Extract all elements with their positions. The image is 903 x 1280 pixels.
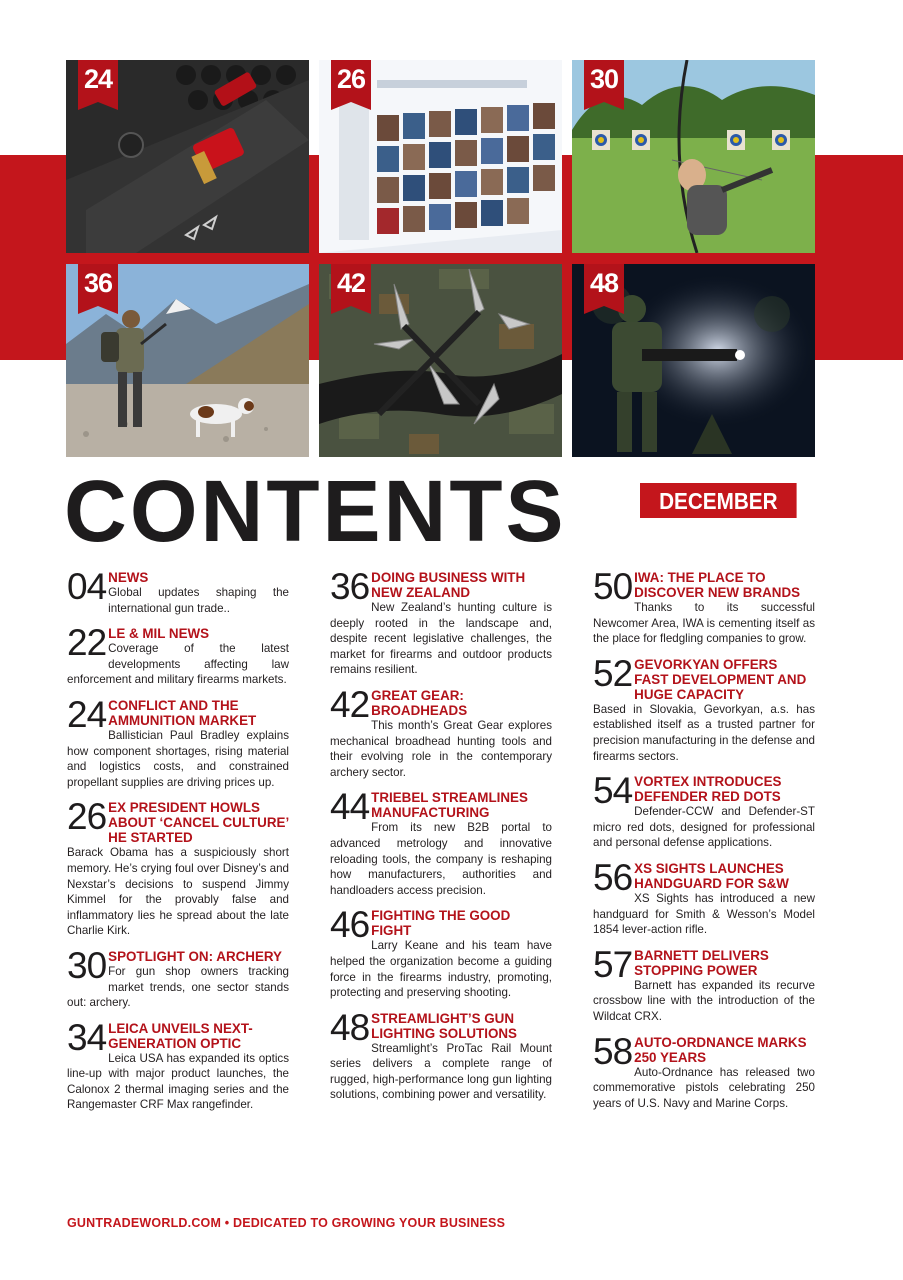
entry-headline[interactable]: GREAT GEAR: BROADHEADS — [371, 687, 468, 718]
contents-entry[interactable] — [67, 568, 289, 616]
contents-entry[interactable] — [67, 693, 289, 790]
entry-page-number: 50 — [593, 566, 633, 607]
entry-headline[interactable]: BARNETT DELIVERS STOPPING POWER — [634, 947, 769, 978]
entry-summary: XS Sights has introduced a new handguard for Smith & Wesson’s Model 1854 lever-action rifle. — [593, 891, 815, 937]
entry-headline[interactable]: IWA: THE PLACE TO DISCOVER NEW BRANDS — [634, 570, 801, 600]
page-number-badge: 30 — [584, 60, 624, 102]
entry-headline[interactable]: CONFLICT AND THE AMMUNITION MARKET — [108, 697, 257, 728]
entry-page-number: 26 — [67, 796, 107, 838]
entry-page-number: 57 — [593, 943, 633, 985]
entry-page-number: 42 — [330, 683, 370, 725]
contents-entry[interactable] — [593, 652, 815, 764]
entry-summary: Thanks to its successful Newcomer Area, IWA is cementing itself as the place for fledgling companies to grow. — [593, 601, 815, 646]
page-number-badge: 42 — [331, 264, 371, 306]
entry-summary: This month’s Great Gear explores mechanical broadhead hunting tools and their evolving role in the contemporary archery sector. — [330, 718, 552, 779]
photo-screen[interactable] — [319, 60, 562, 253]
entry-page-number: 22 — [67, 622, 107, 664]
contents-entry[interactable] — [593, 1030, 815, 1112]
contents-column-1 — [67, 568, 289, 1121]
contents-entry[interactable] — [67, 1016, 289, 1113]
entry-summary: Leica USA has expanded its optics line-up with major product launches, the Calonox 2 thermal imaging series and the Rangemaster CRF Max rangefinder. — [67, 1051, 289, 1112]
entry-page-number: 46 — [330, 904, 370, 946]
footer-tagline: GUNTRADEWORLD.COM • DEDICATED TO GROWING YOUR BUSINESS — [67, 1216, 506, 1230]
entry-headline[interactable]: AUTO-ORDNANCE MARKS 250 YEARS — [634, 1034, 807, 1065]
contents-entry[interactable] — [330, 568, 552, 678]
entry-headline[interactable]: LE & MIL NEWS — [108, 626, 210, 642]
entry-headline[interactable]: STREAMLIGHT’S GUN LIGHTING SOLUTIONS — [371, 1010, 517, 1041]
entry-headline[interactable]: VORTEX INTRODUCES DEFENDER RED DOTS — [634, 774, 782, 805]
contents-heading: CONTENTS — [64, 463, 567, 560]
contents-column-2 — [330, 568, 552, 1111]
entry-summary: Auto-Ordnance has released two commemorative pistols celebrating 250 years of U.S. Navy and Marine Corps. — [593, 1065, 815, 1110]
contents-entry[interactable] — [330, 1006, 552, 1103]
entry-summary: Ballistician Paul Bradley explains how component shortages, rising material and logistics costs, and constrained propellant supplies are driving prices up. — [67, 728, 289, 789]
contents-entry[interactable] — [593, 772, 815, 851]
contents-entry[interactable] — [593, 856, 815, 938]
contents-entry[interactable] — [67, 624, 289, 688]
entry-summary: Based in Slovakia, Gevorkyan, a.s. has established itself as a trusted partner for precision manufacturing in the defense and firearms sectors. — [593, 702, 815, 763]
entry-summary: Barnett has expanded its recurve crossbow line with the introduction of the Wildcat CRX. — [593, 978, 815, 1023]
contents-entry[interactable] — [67, 944, 289, 1011]
contents-entry[interactable] — [593, 568, 815, 647]
entry-headline[interactable]: EX PRESIDENT HOWLS ABOUT ‘CANCEL CULTURE’ HE STARTED — [108, 800, 289, 846]
entry-headline[interactable]: NEWS — [108, 570, 149, 585]
photo-broadheads[interactable] — [319, 264, 562, 457]
issue-date-badge: DECEMBER 2025 — [640, 483, 797, 518]
contents-entry[interactable] — [593, 943, 815, 1025]
page-number-badge: 36 — [78, 264, 118, 306]
entry-headline[interactable]: FIGHTING THE GOOD FIGHT — [371, 908, 511, 939]
entry-page-number: 52 — [593, 652, 633, 694]
entry-summary: New Zealand’s hunting culture is deeply rooted in the landscape and, despite recent legislative challenges, the market for firearms and outdoor products remains resilient. — [330, 601, 552, 677]
entry-page-number: 48 — [330, 1006, 370, 1048]
entry-summary: From its new B2B portal to advanced metrology and innovative reloading tools, the company is reshaping how manufacturers, authorities and handloaders access precision. — [330, 821, 552, 897]
photo-soldier[interactable] — [572, 264, 815, 457]
entry-page-number: 34 — [67, 1016, 107, 1058]
contents-column-3 — [593, 568, 815, 1119]
entry-headline[interactable]: GEVORKYAN OFFERS FAST DEVELOPMENT AND HUGE CAPACITY — [634, 656, 807, 702]
contents-entry[interactable] — [330, 788, 552, 898]
entry-summary: Barack Obama has a suspiciously short memory. He’s crying foul over Disney’s and Nexstar’s decisions to suspend Jimmy Kimmel for the provably false and inflammatory lies he spread about the late Charlie Kirk. — [67, 846, 289, 938]
entry-page-number: 24 — [67, 693, 107, 735]
entry-summary: Defender-CCW and Defender-ST micro red dots, designed for professional and personal defense applications. — [593, 805, 815, 850]
contents-entry[interactable] — [330, 906, 552, 1000]
entry-summary: Global updates shaping the international gun trade.. — [108, 586, 289, 615]
entry-page-number: 54 — [593, 770, 633, 812]
entry-headline[interactable]: TRIEBEL STREAMLINES MANUFACTURING — [371, 790, 528, 821]
page-number-badge: 24 — [78, 60, 118, 102]
entry-summary: Streamlight’s ProTac Rail Mount series delivers a complete range of rugged, high-performance long gun lighting solutions, combining power and versatility. — [330, 1041, 552, 1102]
entry-headline[interactable]: LEICA UNVEILS NEXT-GENERATION OPTIC — [108, 1020, 253, 1051]
contents-entry[interactable] — [67, 798, 289, 939]
entry-page-number: 58 — [593, 1030, 633, 1072]
entry-headline[interactable]: XS SIGHTS LAUNCHES HANDGUARD FOR S&W — [634, 860, 789, 891]
entry-page-number: 56 — [593, 856, 633, 898]
entry-headline[interactable]: SPOTLIGHT ON: ARCHERY — [108, 948, 282, 964]
photo-hunter[interactable] — [66, 264, 309, 457]
photo-archery[interactable] — [572, 60, 815, 253]
entry-summary: Coverage of the latest developments affecting law enforcement and military firearms markets. — [67, 642, 289, 687]
entry-page-number: 30 — [67, 944, 107, 986]
entry-page-number: 36 — [330, 566, 370, 607]
page-number-badge: 26 — [331, 60, 371, 102]
entry-summary: For gun shop owners tracking market trends, one sector stands out: archery. — [67, 964, 289, 1010]
entry-page-number: 04 — [67, 566, 107, 607]
entry-page-number: 44 — [330, 786, 370, 828]
entry-headline[interactable]: DOING BUSINESS WITH NEW ZEALAND — [371, 570, 526, 600]
contents-entry[interactable] — [330, 683, 552, 780]
photo-ammunition[interactable] — [66, 60, 309, 253]
entry-summary: Larry Keane and his team have helped the organization become a guiding force in the firearms industry, promoting, protecting and preserving shooting. — [330, 939, 552, 1000]
page-number-badge: 48 — [584, 264, 624, 306]
